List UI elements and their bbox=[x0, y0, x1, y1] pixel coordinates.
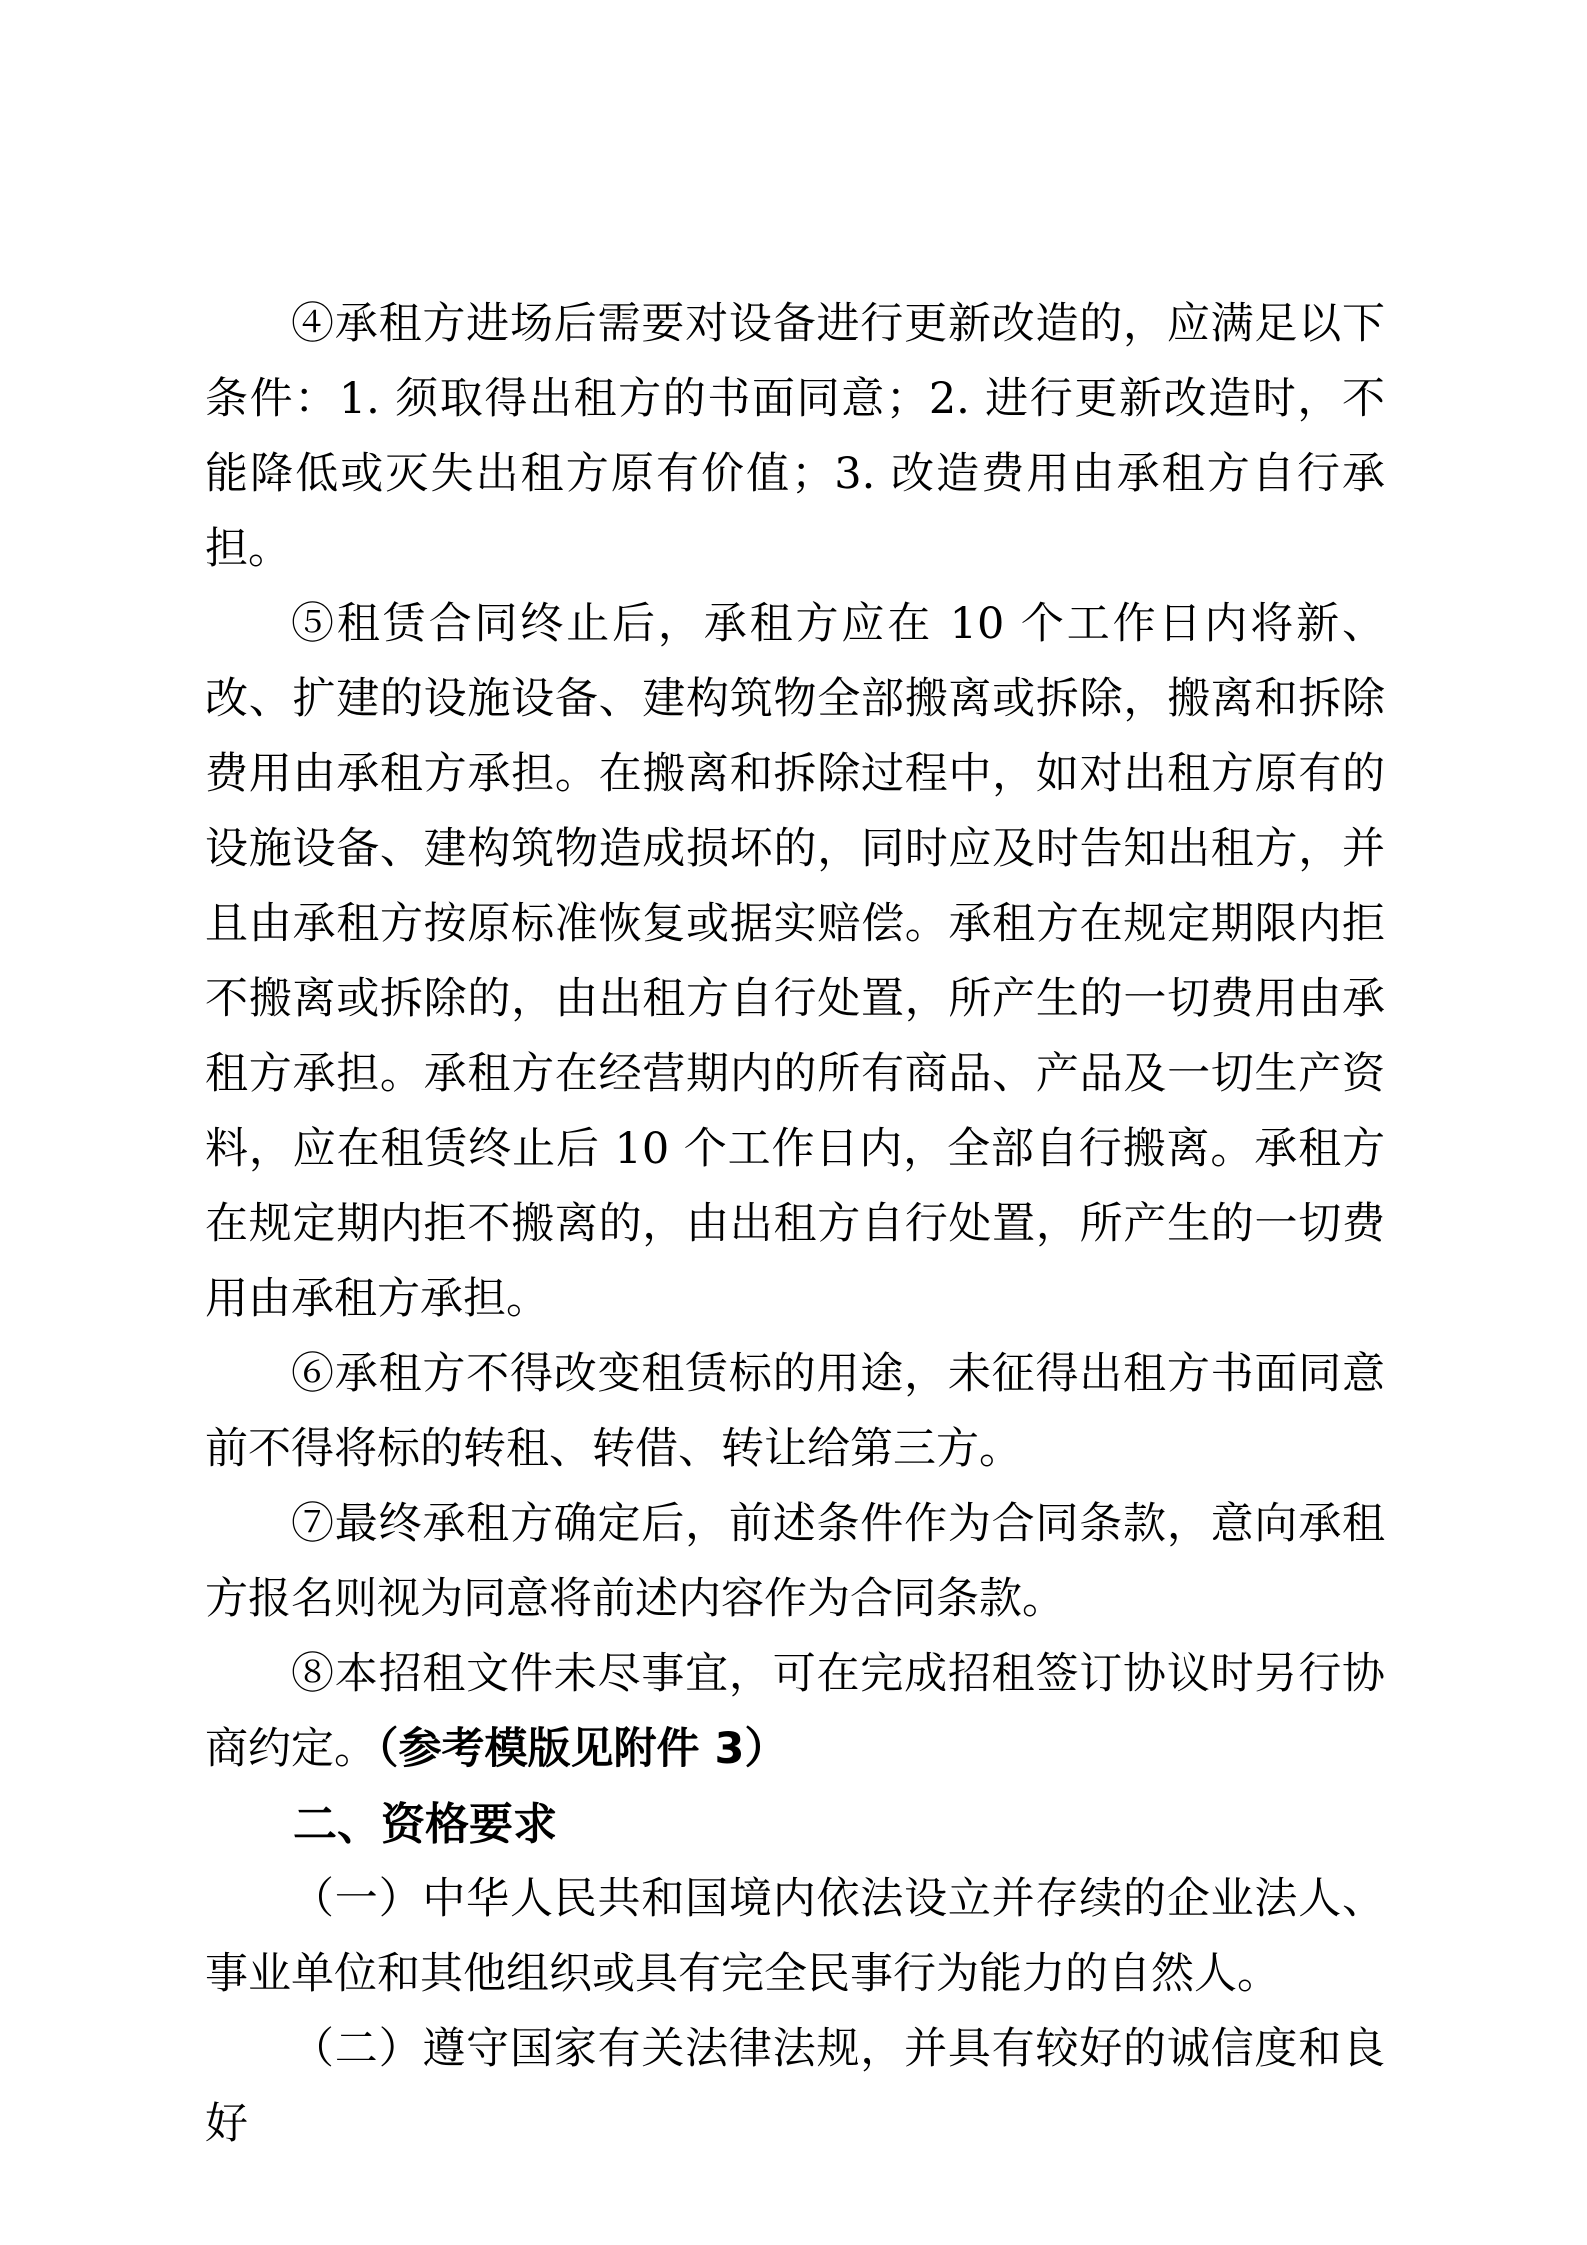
qualification-item-1-paragraph: （一）中华人民共和国境内依法设立并存续的企业法人、事业单位和其他组织或具有完全民事行为能力的自然人。 bbox=[205, 1874, 1385, 1999]
document-text-block bbox=[205, 287, 1385, 2162]
section-heading-qualification-requirements: 二、资格要求 bbox=[293, 1799, 557, 1850]
qualification-item-2-paragraph: （二）遵守国家有关法律法规，并具有较好的诚信度和良好 bbox=[205, 2024, 1385, 2149]
clause-6-paragraph: ⑥承租方不得改变租赁标的用途，未征得出租方书面同意前不得将标的转租、转借、转让给第三方。 bbox=[205, 1349, 1385, 1474]
attachment-reference-bold: （参考模版见附件 3） bbox=[377, 1724, 788, 1774]
clause-8-text: ⑧本招租文件未尽事宜，可在完成招租签订协议时另行协商约定。 bbox=[205, 1649, 1385, 1774]
clause-8-paragraph bbox=[205, 1637, 1385, 1787]
clause-5-paragraph: ⑤租赁合同终止后，承租方应在 10 个工作日内将新、改、扩建的设施设备、建构筑物全部搬离或拆除，搬离和拆除费用由承租方承担。在搬离和拆除过程中，如对出租方原有的设施设备、建构筑物造成损坏的，同时应及时告知出租方，并且由承租方按原标准恢复或据实赔偿。承租方在规定期限内拒不搬离或拆除的，由出租方自行处置，所产生的一切费用由承租方承担。承租方在经营期内的所有商品、产品及一切生产资料，应在租赁终止后 10 个工作日内，全部自行搬离。承租方在规定期内拒不搬离的，由出租方自行处置，所产生的一切费用由承租方承担。 bbox=[205, 599, 1385, 1324]
clause-7-paragraph: ⑦最终承租方确定后，前述条件作为合同条款，意向承租方报名则视为同意将前述内容作为合同条款。 bbox=[205, 1499, 1385, 1624]
clause-4-paragraph: ④承租方进场后需要对设备进行更新改造的，应满足以下条件：1. 须取得出租方的书面同意；2. 进行更新改造时，不能降低或灭失出租方原有价值；3. 改造费用由承租方自行承担。 bbox=[205, 299, 1385, 574]
